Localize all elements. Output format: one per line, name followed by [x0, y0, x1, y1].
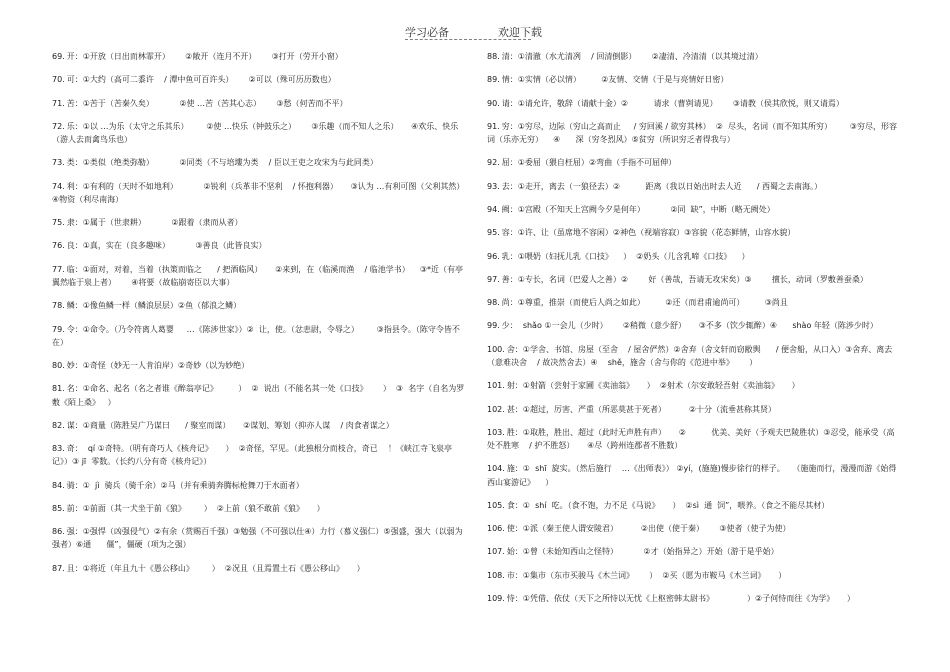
entry-item [52, 239, 467, 252]
header-right-text: 欢迎下载 [498, 26, 542, 39]
entry-item [52, 502, 467, 515]
entry-text: 利：①有利的（天时不如地利） ②锐利（兵革非不坚利 / 怀抱利器） ③认为 …有利可图（父利其然） ④物资（利尽南海） [52, 181, 475, 204]
entry-item [52, 156, 467, 169]
entry-number: 84. [52, 480, 65, 490]
entry-number: 75. [52, 218, 65, 228]
entry-number: 95. [487, 228, 500, 238]
entry-item [52, 299, 467, 312]
entry-text: 尚：①尊重，推崇（而使后人尚之如此） ②还（而君甫逾尚可） ③尚且 [501, 298, 788, 308]
header-underline [405, 39, 531, 40]
entry-text: 临：①面对，对着，当着（执策而临之 / 把酒临风） ②来到，在（临溪而渔 / 临池学书） ③*近（有亭翼然临于泉上者） ④将要（故临崩寄臣以大事） [52, 264, 464, 287]
entry-number: 72. [52, 121, 65, 131]
entry-item [487, 379, 902, 392]
entry-text: 市：①集市（东市买骏马《木兰词》 ） ②买（愿为市鞍马《木兰词》 ） [506, 570, 787, 580]
entry-number: 91. [487, 121, 500, 131]
entry-text: 类：①类似（绝类弥勒） ②同类（不与培塿为类 / 臣以王吏之攻宋为与此同类） [66, 158, 378, 168]
entry-item [487, 180, 902, 193]
entry-text: 妙：①奇怪（妙无一人肯泊岸）②奇妙（以为妙绝） [66, 361, 250, 371]
entry-number: 80. [52, 361, 65, 371]
entry-item [487, 462, 902, 488]
entry-item [52, 97, 467, 110]
entry-number: 104. [487, 464, 505, 474]
entry-item [487, 226, 902, 239]
entry-text: 舍：①学舍、书馆、房屋（至舍 / 屋舍俨然）②舍弃（舍文轩而窃敝舆 / 便舍船，从口入）③舍弃、离去（意难决舍 / 故决然舍去）④ shě，施舍（舍与你的《范进中举》 ） [487, 344, 893, 367]
entry-item [487, 522, 902, 535]
entry-number: 81. [52, 384, 65, 394]
entry-number: 73. [52, 158, 65, 168]
entry-text: 射：①射箭（尝射于家圃《卖油翁》 ） ②射术（尔安敢轻吾射《卖油翁》 ） [506, 381, 800, 391]
entry-text: 请：①请允许，敬辞（请献十金）② 请求（曹刿请见） ③请教（侯其欣悦，则又请焉） [501, 98, 844, 108]
entry-number: 101. [487, 381, 505, 391]
entry-text: 苦：①苦于（苦秦久矣） ②使 …苦（苦其心志） ③愁（何苦而不平） [66, 98, 348, 108]
entry-item [52, 180, 475, 206]
entry-text: 乐：①以 …为乐（太守之乐其乐） ②使 …快乐（钟鼓乐之） ③乐趣（而不知人之乐） ④欢乐、快乐（游人去而禽鸟乐也） [52, 121, 459, 145]
entry-text: 施：① shī 旋实。（然后施行 …《出师表》） ②yí，(施施)慢步徐行的样子。 （施施而行，漫漫而游《始得西山宴游记》 ） [487, 464, 897, 487]
entry-number: 93. [487, 181, 500, 191]
entry-number: 69. [52, 52, 65, 61]
entry-number: 103. [487, 427, 505, 437]
entry-text: 使：①派（秦王使人谓安陵君） ②出使（使于秦） ③使者（使子为使） [506, 524, 791, 534]
right-column [487, 50, 902, 615]
entry-item [52, 419, 467, 432]
entry-number: 109. [487, 594, 505, 604]
entry-number: 97. [487, 274, 500, 284]
entry-item [487, 499, 902, 512]
entry-text: 乳：①喂奶（妇抚儿乳《口技》 ） ②奶头（儿含乳啼《口技》 ） [501, 251, 750, 261]
entry-text: 前：①前面（其一犬坐于前《狼》 ） ②上前（狼不敢前《狼》 ） [66, 503, 325, 513]
entry-text: 奇： qí ①奇特。（明有奇巧人《核舟记》 ） ②奇怪，罕见。（此独根分而枝合，奇已 ！《峡江寺飞泉亭记》）③ jī 零数。（长约八分有奇《核舟记》） [52, 444, 452, 467]
entry-number: 99. [487, 321, 500, 331]
entry-number: 89. [487, 75, 500, 85]
entry-text: 阙：①宫殿（不知天上宫阙今夕是何年） ②同 缺”，中断（略无阙处） [501, 204, 775, 214]
entry-item [487, 343, 902, 369]
entry-number: 100. [487, 344, 505, 354]
entry-number: 106. [487, 524, 505, 534]
entry-item [487, 403, 902, 416]
entry-number: 76. [52, 241, 65, 251]
entry-item [487, 592, 902, 605]
entry-item [487, 203, 902, 216]
entry-text: 始：①曾（未始知西山之怪特） ②才（始指异之）开始（游于是乎始） [506, 547, 779, 557]
entry-item [52, 323, 467, 349]
entry-text: 善：①专长，名词（巴爱人之善）② 好（善哉，吾请无攻宋矣）③ 擅长，动词（罗敷善蚕桑） [501, 274, 868, 284]
left-column [52, 50, 475, 585]
entry-number: 86. [52, 527, 65, 537]
entry-text: 名：①命名、起名（名之者谁《醉翁亭记》 ） ② 说出（不能名其一处《口技》 ） ③ 名字（自名为罗敷《陌上桑》 ） [52, 384, 465, 407]
entry-number: 74. [52, 181, 65, 191]
entry-item [487, 97, 902, 110]
entry-number: 90. [487, 98, 500, 108]
entry-text: 少： shǎo ①一会儿（少时） ②稍微（意少舒） ③不多（饮少辄醉）④ shào 年轻（陈涉少时） [501, 321, 878, 331]
entry-item [487, 273, 902, 286]
entry-number: 77. [52, 264, 65, 274]
entry-text: 穷：①穷尽，边际（穷山之高而止 / 穷回溪 / 欲穷其林） ② 尽头，名词（而不知其所穷） ③穷尽，形容词（乐亦无穷） ④ 深（穷冬烈风）⑤贫穷（所识穷乏者得我与） [487, 121, 897, 145]
entry-text: 令：①命令。（乃令符离人葛婴 …《陈涉世家》）② 让，使。（忿恚尉，令辱之） ③指县令。（陈守令皆不在） [52, 324, 460, 347]
entry-text: 去：①走开，离去（一狼径去）② 距离（我以日始出时去人近 / 西蜀之去南海。） [501, 181, 823, 191]
entry-number: 83. [52, 444, 65, 454]
entry-item [487, 296, 902, 309]
entry-number: 88. [487, 52, 500, 61]
entry-text: 食：① shí 吃。（食不饱，力不足《马说》 ） ②sì 通 饲”，喂养。（食之不能尽其材） [506, 500, 830, 510]
entry-item [487, 250, 902, 263]
entry-text: 良：①真，实在（良多趣味） ③善良（此皆良实） [66, 241, 267, 251]
entry-item [487, 50, 902, 63]
entry-item [52, 120, 467, 146]
entry-text: 容：①许、让（虽席地不容闲）②神色（视端容寂）③容貌（花态鲜情，山容水貌） [501, 228, 796, 238]
header-left-text: 学习必备 [405, 26, 449, 39]
entry-number: 96. [487, 251, 500, 261]
entry-number: 92. [487, 158, 500, 168]
entry-text: 隶：①属于（世隶耕） ②跟着（隶而从者） [66, 218, 243, 228]
entry-item [52, 525, 467, 551]
entry-item [487, 156, 902, 169]
entry-number: 107. [487, 547, 505, 557]
entry-item [487, 426, 902, 452]
entry-number: 79. [52, 324, 65, 334]
entry-number: 82. [52, 420, 65, 430]
entry-item [487, 545, 902, 558]
entry-text: 胜：①取胜，胜出、超过（此时无声胜有声） ② 优美、美好（予观夫巴陵胜状）③忍受，能承受（高处不胜寒 / 护不胜怒） ④尽（跨州连郡者不胜数） [487, 427, 895, 451]
entry-number: 70. [52, 75, 65, 85]
entry-text: 可：①大约（高可二黍许 / 潭中鱼可百许头） ②可以（殊可历历数也） [66, 75, 336, 85]
entry-item [487, 569, 902, 582]
entry-item [52, 562, 467, 575]
entry-text: 清：①清澈（水尤清冽 / 回清倒影） ②凄清、冷清清（以其境过清） [501, 52, 763, 61]
entry-item [52, 442, 467, 468]
page-header [0, 24, 950, 42]
entry-text: 恃：①凭借、依仗（天下之所恃以无忧《上枢密韩太尉书》 ）②子何恃而往《为学》 ） [506, 594, 855, 604]
entry-number: 71. [52, 98, 65, 108]
entry-text: 开：①开放（日出而林霏开） ②敞开（连月不开） ③打开（劳开小窗） [66, 52, 343, 61]
entry-number: 94. [487, 204, 500, 214]
entry-number: 98. [487, 298, 500, 308]
entry-number: 102. [487, 404, 505, 414]
entry-number: 108. [487, 570, 505, 580]
entry-item [52, 216, 467, 229]
entry-item [52, 50, 467, 63]
entry-text: 骑：① jì 骑兵（骑千余）②马（并有乘骑奔腾标枪舞刀于水面者） [66, 480, 304, 490]
entry-number: 87. [52, 563, 65, 573]
entry-item [487, 120, 902, 146]
entry-item [487, 319, 902, 332]
entry-item [52, 479, 467, 492]
entry-number: 78. [52, 301, 65, 311]
entry-item [52, 263, 467, 289]
entry-text: 强：①强悍（凶强侵气）②有余（赏赐百千强）③勉强（不可强以仕④）力行（慕义强仁）⑤强盛，强大（以弱为强者）⑥通 僵”，僵硬（项为之强） [52, 527, 463, 550]
entry-item [52, 359, 467, 372]
entry-text: 屈：①委屈（猥自枉屈）②弯曲（手指不可屈伸） [501, 158, 677, 168]
entry-number: 105. [487, 500, 505, 510]
entry-text: 且：①将近（年且九十《愚公移山》 ） ②况且（且焉置土石《愚公移山》 ） [66, 563, 365, 573]
entry-text: 甚：①超过，厉害、严重（所恶莫甚于死者） ②十分（流垂甚称其贤） [506, 404, 777, 414]
entry-item [52, 73, 467, 86]
entry-text: 谋：①商量（陈胜吴广乃谋曰 / 聚室而谋） ②谋划、筹划（抑亦人谋 / 肉食者谋之） [66, 420, 394, 430]
entry-item [487, 73, 902, 86]
entry-number: 85. [52, 503, 65, 513]
entry-text: 情：①实情（必以情） ②友情、交情（于是与亮情好日密） [501, 75, 729, 85]
entry-item [52, 382, 467, 408]
entry-text: 鳞：①像鱼鳞一样（鳞浪层层）②鱼（郁浪之鳞） [66, 301, 242, 311]
